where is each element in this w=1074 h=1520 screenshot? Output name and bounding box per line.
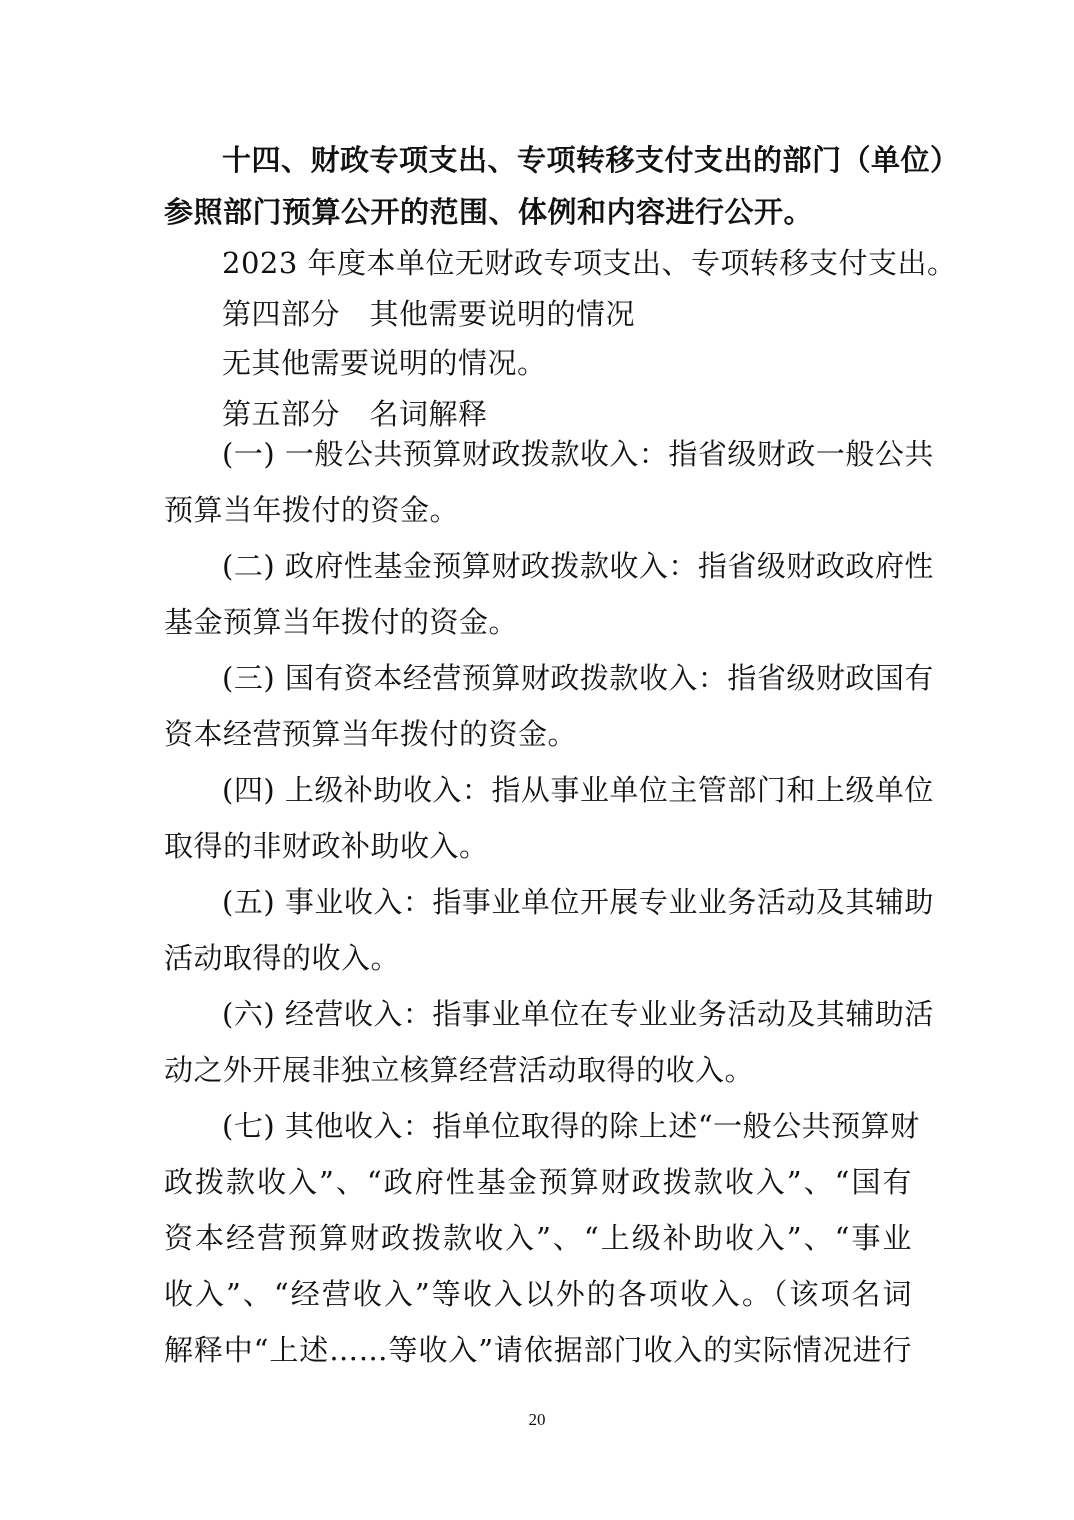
term-2-line2: 基金预算当年拨付的资金。 bbox=[164, 605, 519, 639]
term-4-line1: (四) 上级补助收入：指从事业单位主管部门和上级单位 bbox=[222, 773, 934, 807]
part4-body: 无其他需要说明的情况。 bbox=[222, 346, 547, 380]
term-1-line1: (一) 一般公共预算财政拨款收入：指省级财政一般公共 bbox=[222, 437, 934, 471]
term-6-line1: (六) 经营收入：指事业单位在专业业务活动及其辅助活 bbox=[222, 997, 934, 1031]
term-3-line2: 资本经营预算当年拨付的资金。 bbox=[164, 717, 578, 751]
term-5-line1: (五) 事业收入：指事业单位开展专业业务活动及其辅助 bbox=[222, 885, 934, 919]
section14-body: 2023 年度本单位无财政专项支出、专项转移支付支出。 bbox=[222, 246, 957, 280]
part5-heading: 第五部分 名词解释 bbox=[222, 397, 488, 431]
term-3-line1: (三) 国有资本经营预算财政拨款收入：指省级财政国有 bbox=[222, 661, 934, 695]
term-7-line1: (七) 其他收入：指单位取得的除上述“一般公共预算财 bbox=[222, 1109, 920, 1143]
term-7-line5: 解释中“上述……等收入”请依据部门收入的实际情况进行 bbox=[164, 1333, 912, 1367]
term-7-line2: 政拨款收入”、“政府性基金预算财政拨款收入”、“国有 bbox=[164, 1165, 912, 1199]
term-1-line2: 预算当年拨付的资金。 bbox=[164, 493, 460, 527]
part4-heading: 第四部分 其他需要说明的情况 bbox=[222, 297, 636, 331]
page-number: 20 bbox=[528, 1410, 546, 1429]
term-6-line2: 动之外开展非独立核算经营活动取得的收入。 bbox=[164, 1053, 755, 1087]
term-2-line1: (二) 政府性基金预算财政拨款收入：指省级财政政府性 bbox=[222, 549, 934, 583]
term-7-line3: 资本经营预算财政拨款收入”、“上级补助收入”、“事业 bbox=[164, 1221, 912, 1255]
section14-title-line2: 参照部门预算公开的范围、体例和内容进行公开。 bbox=[164, 195, 814, 229]
term-7-line4: 收入”、“经营收入”等收入以外的各项收入。（该项名词 bbox=[164, 1277, 912, 1311]
term-5-line2: 活动取得的收入。 bbox=[164, 941, 401, 975]
section14-title-line1: 十四、财政专项支出、专项转移支付支出的部门（单位） bbox=[222, 143, 960, 177]
term-4-line2: 取得的非财政补助收入。 bbox=[164, 829, 489, 863]
